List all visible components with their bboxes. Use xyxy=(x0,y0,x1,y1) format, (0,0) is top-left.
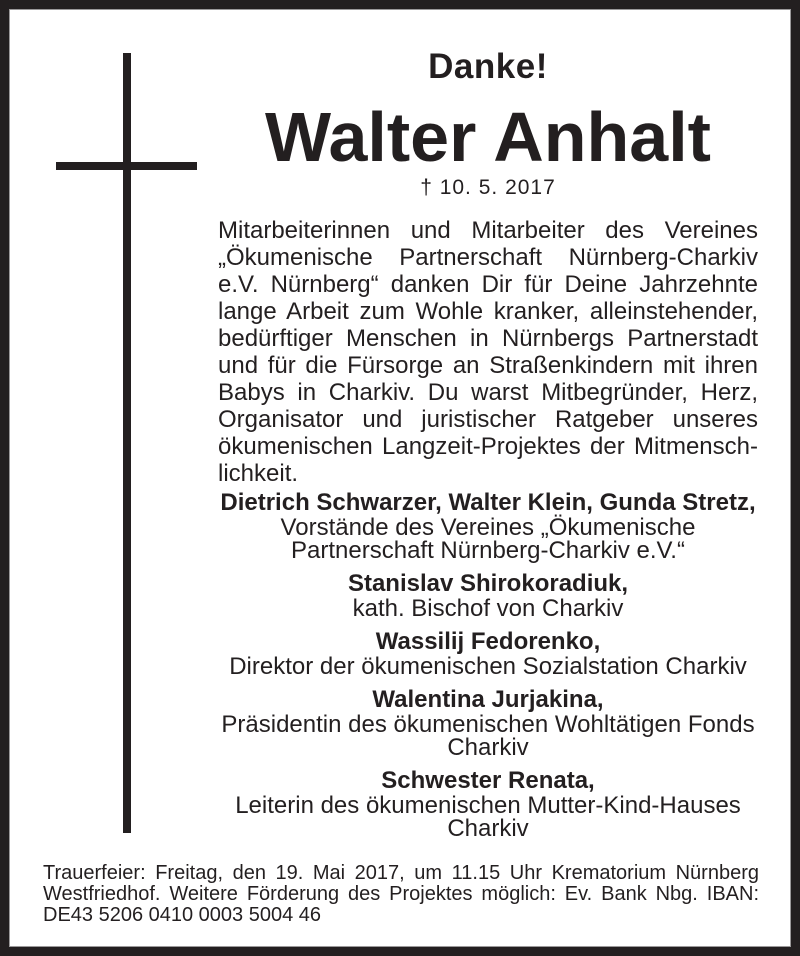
signatories xyxy=(218,489,758,840)
signatory-name: Walentina Jurjakina, xyxy=(372,686,604,713)
death-date: † 10. 5. 2017 xyxy=(420,176,556,199)
signatory-group xyxy=(218,489,758,562)
tribute-paragraph: Mitarbeiterinnen und Mitarbeiter des Vereines „Ökumenische Partnerschaft Nürnberg-Charkiv e.V. Nürnberg“ danken Dir für Deine Jahrzehnte lange Arbeit zum Wohle kranker, alleinstehender, bedürftiger Menschen in Nürnbergs Partnerstadt und für die Fürsorge an Straßenkindern mit ihren Babys in Charkiv. Du warst Mitbegründer, Herz, Organisator und juristischer Ratgeber unseres ökumenischen Langzeit-Projektes der Mitmenschlichkeit. xyxy=(218,217,758,487)
funeral-notice: Trauerfeier: Freitag, den 19. Mai 2017, um 11.15 Uhr Krematorium Nürnberg Westfriedhof. Weitere Förderung des Projektes möglich: Ev. Bank Nbg. IBAN: DE43 5206 0410 0003 5004 46 xyxy=(43,862,759,926)
signatory-name: Dietrich Schwarzer, Walter Klein, Gunda Stretz, xyxy=(220,489,756,516)
signatory-role: Leiterin des ökumenischen Mutter-Kind-Hauses Charkiv xyxy=(235,792,741,842)
signatory-group xyxy=(218,767,758,840)
signatory-role: Direktor der ökumenischen Sozialstation Charkiv xyxy=(229,653,747,680)
signatory-group xyxy=(218,686,758,759)
signatory-role: Präsidentin des ökumenischen Wohltätigen Fonds Charkiv xyxy=(221,711,755,761)
signatory-name: Schwester Renata, xyxy=(381,767,595,794)
signatory-name: Stanislav Shirokoradiuk, xyxy=(347,570,629,597)
signatory-role: Vorstände des Vereines „Ökumenische Partnerschaft Nürnberg-Charkiv e.V.“ xyxy=(280,514,696,564)
thanks-headline: Danke! xyxy=(428,47,548,86)
signatory-name: Wassilij Fedorenko, xyxy=(375,628,601,655)
signatory-group xyxy=(218,570,758,620)
cross-vertical-bar xyxy=(123,53,131,833)
signatory-group xyxy=(218,628,758,678)
signatory-role: kath. Bischof von Charkiv xyxy=(352,595,624,622)
cross-horizontal-bar xyxy=(56,162,197,170)
latin-cross-icon xyxy=(56,53,197,833)
deceased-name: Walter Anhalt xyxy=(265,98,711,176)
